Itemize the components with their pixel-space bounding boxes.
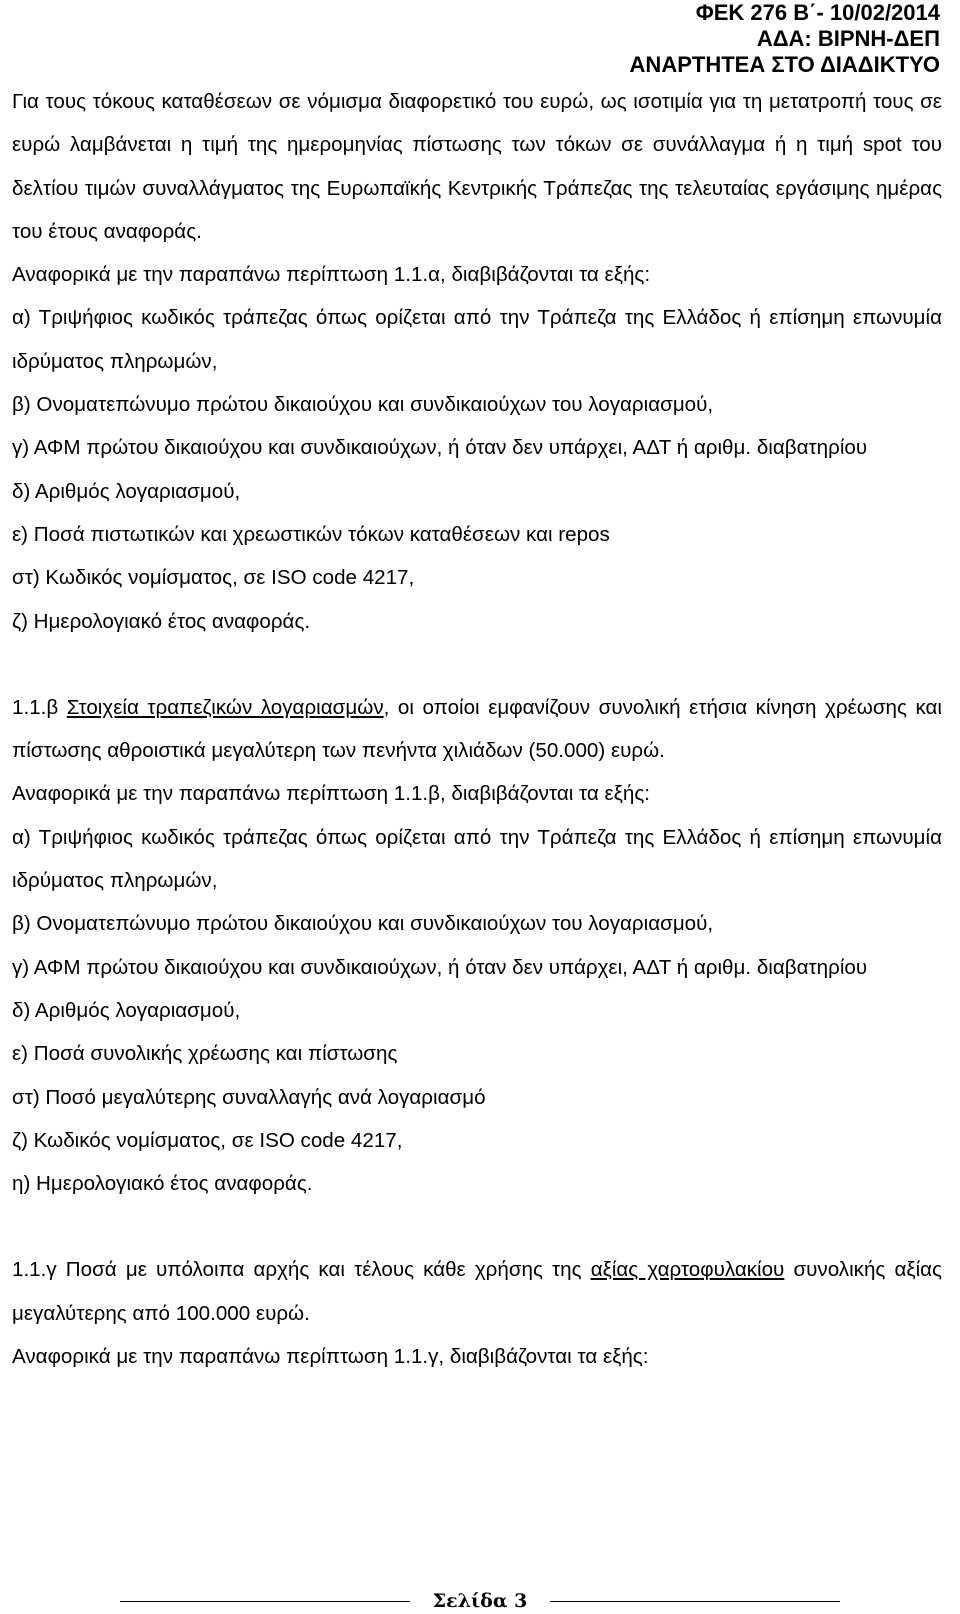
section-c-title: αξίας χαρτοφυλακίου bbox=[590, 1258, 785, 1282]
list-item: β) Ονοματεπώνυμο πρώτου δικαιούχου και συνδικαιούχων του λογαριασμού, bbox=[12, 912, 714, 936]
list-item: δ) Αριθμός λογαριασμού, bbox=[12, 998, 241, 1022]
list-item: ζ) Ημερολογιακό έτος αναφοράς. bbox=[12, 609, 311, 633]
section-a-lead: Αναφορικά με την παραπάνω περίπτωση 1.1.α, διαβιβάζονται τα εξής: bbox=[12, 263, 651, 287]
ada-code: ΑΔΑ: ΒΙΡΝΗ-ΔΕΠ bbox=[756, 26, 940, 51]
list-item: β) Ονοματεπώνυμο πρώτου δικαιούχου και συνδικαιούχων του λογαριασμού, bbox=[12, 393, 714, 417]
document-body bbox=[12, 80, 942, 1378]
section-b-lead: Αναφορικά με την παραπάνω περίπτωση 1.1.β, διαβιβάζονται τα εξής: bbox=[12, 782, 650, 806]
list-item: ζ) Κωδικός νομίσματος, σε ISO code 4217, bbox=[12, 1128, 403, 1152]
section-b-description: , οι οποίοι εμφανίζουν συνολική ετήσια κίνηση χρέωσης και πίστωσης αθροιστικά μεγαλύτερη των πενήντα χιλιάδων (50.000) ευρώ. bbox=[12, 695, 942, 763]
list-item: α) Τριψήφιος κωδικός τράπεζας όπως ορίζεται από την Τράπεζα της Ελλάδος ή επίσημη επωνυμία ιδρύματος πληρωμών, bbox=[12, 825, 942, 893]
spacer bbox=[12, 643, 942, 686]
page-footer bbox=[0, 1588, 960, 1614]
section-c-lead: Αναφορικά με την παραπάνω περίπτωση 1.1.γ, διαβιβάζονται τα εξής: bbox=[12, 1345, 649, 1369]
section-b-number: 1.1.β bbox=[12, 695, 59, 719]
publication-note: ΑΝΑΡΤΗΤΕΑ ΣΤΟ ΔΙΑΔΙΚΤΥΟ bbox=[629, 52, 940, 77]
section-b-heading bbox=[12, 686, 942, 773]
list-item: α) Τριψήφιος κωδικός τράπεζας όπως ορίζεται από την Τράπεζα της Ελλάδος ή επίσημη επωνυμία ιδρύματος πληρωμών, bbox=[12, 306, 942, 373]
list-item: γ) ΑΦΜ πρώτου δικαιούχου και συνδικαιούχων, ή όταν δεν υπάρχει, ΑΔΤ ή αριθμ. διαβατηρίου bbox=[12, 436, 868, 460]
section-b-title: Στοιχεία τραπεζικών λογαριασμών bbox=[66, 695, 384, 719]
list-item: στ) Ποσό μεγαλύτερης συναλλαγής ανά λογαριασμό bbox=[12, 1085, 486, 1109]
list-item: στ) Κωδικός νομίσματος, σε ISO code 4217, bbox=[12, 566, 415, 590]
section-c-heading bbox=[12, 1248, 942, 1335]
section-c-description: συνολικής αξίας μεγαλύτερης από 100.000 ευρώ. bbox=[12, 1258, 942, 1325]
exchange-rate-paragraph: Για τους τόκους καταθέσεων σε νόμισμα διαφορετικό του ευρώ, ως ισοτιμία για τη μετατροπή τους σε ευρώ λαμβάνεται η τιμή της ημερομηνίας πίστωσης των τόκων σε συνάλλαγμα ή η τιμή spot του δελτίου τιμών συναλλάγματος της Ευρωπαϊκής Κεντρικής Τράπεζας της τελευταίας εργάσιμης ημέρας του έτους αναφοράς. bbox=[12, 90, 942, 243]
list-item: δ) Αριθμός λογαριασμού, bbox=[12, 479, 241, 503]
list-item: ε) Ποσά συνολικής χρέωσης και πίστωσης bbox=[12, 1042, 398, 1066]
list-item: γ) ΑΦΜ πρώτου δικαιούχου και συνδικαιούχων, ή όταν δεν υπάρχει, ΑΔΤ ή αριθμ. διαβατηρίου bbox=[12, 955, 868, 979]
list-item: ε) Ποσά πιστωτικών και χρεωστικών τόκων καταθέσεων και repos bbox=[12, 522, 610, 546]
spacer bbox=[12, 1205, 942, 1248]
gazette-issue: ΦΕΚ 276 Β΄- 10/02/2014 bbox=[695, 0, 940, 25]
gazette-header bbox=[630, 0, 940, 78]
page-number: Σελίδα 3 bbox=[432, 1590, 528, 1612]
list-item: η) Ημερολογιακό έτος αναφοράς. bbox=[12, 1172, 313, 1196]
section-c-text: 1.1.γ Ποσά με υπόλοιπα αρχής και τέλους κάθε χρήσης της bbox=[12, 1258, 591, 1282]
